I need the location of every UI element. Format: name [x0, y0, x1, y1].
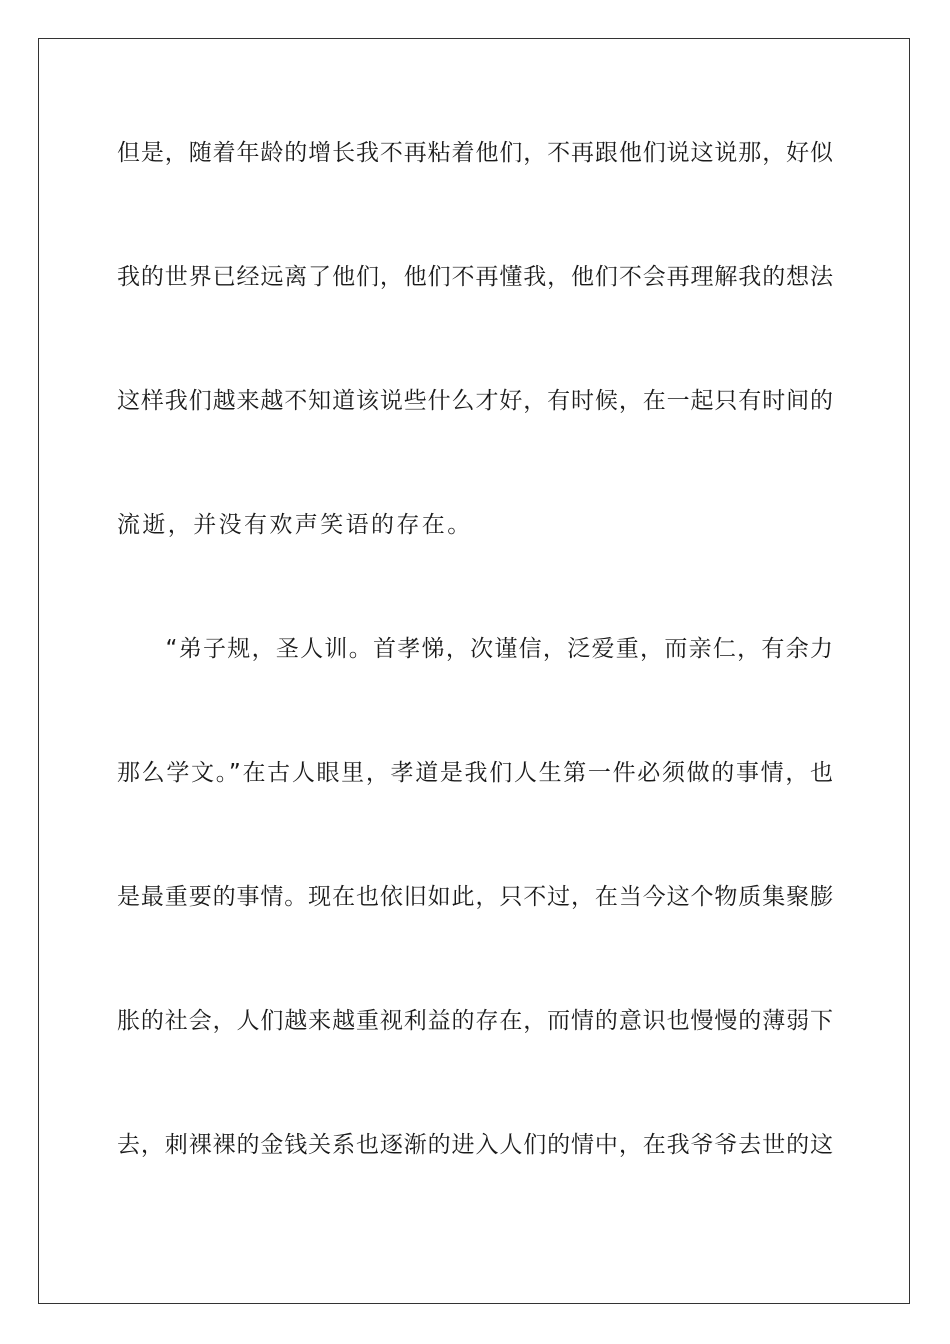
text-line: 我的世界已经远离了他们，他们不再懂我，他们不会再理解我的想法: [117, 264, 833, 290]
text-line: 那么学文。”在古人眼里，孝道是我们人生第一件必须做的事情，也: [117, 760, 833, 786]
text-line: “弟子规，圣人训。首孝悌，次谨信，泛爱重，而亲仁，有余力: [117, 636, 833, 662]
text-line: 流逝，并没有欢声笑语的存在。: [117, 512, 473, 538]
text-line: 胀的社会，人们越来越重视利益的存在，而情的意识也慢慢的薄弱下: [117, 1008, 833, 1034]
text-line: 是最重要的事情。现在也依旧如此，只不过，在当今这个物质集聚膨: [117, 884, 833, 910]
text-line: 去，刺裸裸的金钱关系也逐渐的进入人们的情中，在我爷爷去世的这: [117, 1132, 833, 1158]
text-line: 这样我们越来越不知道该说些什么才好，有时候，在一起只有时间的: [117, 388, 833, 414]
text-line: 但是，随着年龄的增长我不再粘着他们，不再跟他们说这说那，好似: [117, 140, 833, 166]
page-border: [38, 38, 910, 1304]
